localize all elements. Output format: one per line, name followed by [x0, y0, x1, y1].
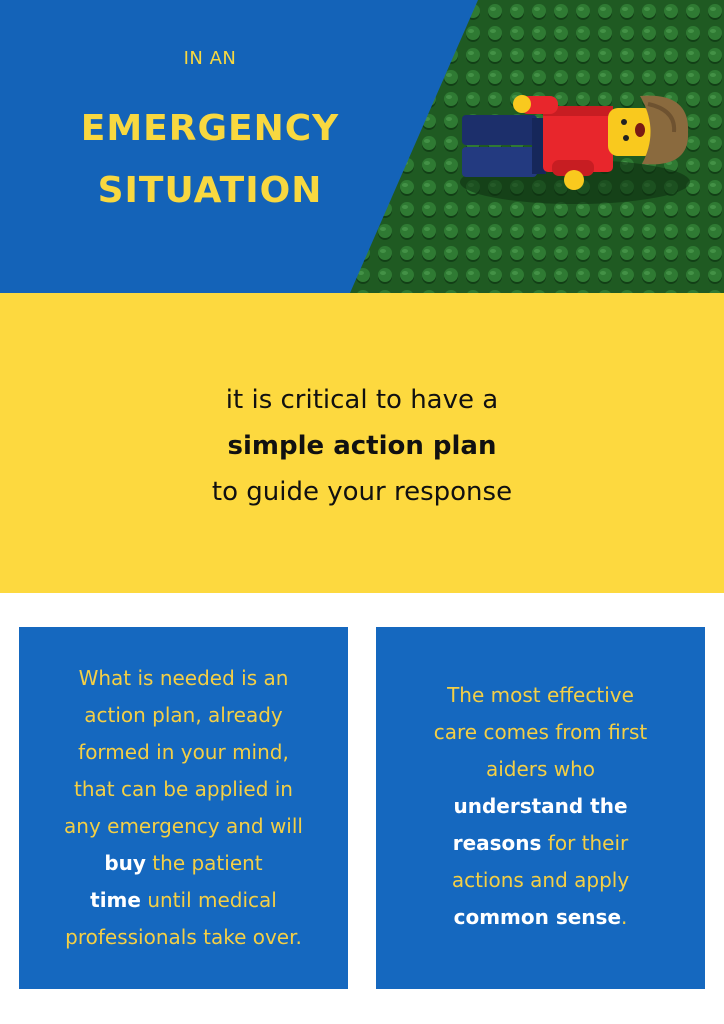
- statement-line-3: to guide your response: [211, 477, 513, 507]
- card-line: What is needed is an: [78, 666, 289, 690]
- card-line: professionals take over.: [65, 925, 302, 949]
- headline-line-1: EMERGENCY: [80, 108, 340, 149]
- action-plan-card: [19, 627, 348, 989]
- card-line: [19, 882, 348, 919]
- card-emphasis: understand the: [453, 794, 628, 818]
- card-line: care comes from first: [433, 720, 648, 744]
- card-text: until medical: [140, 888, 277, 912]
- statement-line-1: it is critical to have a: [225, 385, 499, 415]
- card-text: the patient: [145, 851, 263, 875]
- effective-care-card: [376, 627, 705, 989]
- card-line: that can be applied in: [74, 777, 293, 801]
- card-text: for their: [541, 831, 629, 855]
- card-line: [376, 825, 705, 862]
- card-emphasis: reasons: [452, 831, 542, 855]
- card-line: action plan, already: [84, 703, 283, 727]
- card-emphasis: buy: [104, 851, 146, 875]
- card-line: aiders who: [485, 757, 596, 781]
- statement-line-2: simple action plan: [227, 431, 497, 461]
- statement-band: [0, 293, 724, 593]
- card-line: [376, 899, 705, 936]
- hero-section: [0, 0, 724, 293]
- card-emphasis: common sense: [453, 905, 622, 929]
- card-text: .: [621, 905, 628, 929]
- card-line: formed in your mind,: [78, 740, 289, 764]
- card-line: The most effective: [447, 683, 634, 707]
- card-line: [19, 845, 348, 882]
- card-line: any emergency and will: [64, 814, 303, 838]
- headline-line-2: SITUATION: [97, 170, 323, 211]
- card-emphasis: time: [90, 888, 141, 912]
- card-line: actions and apply: [451, 868, 630, 892]
- kicker-text: IN AN: [183, 48, 237, 69]
